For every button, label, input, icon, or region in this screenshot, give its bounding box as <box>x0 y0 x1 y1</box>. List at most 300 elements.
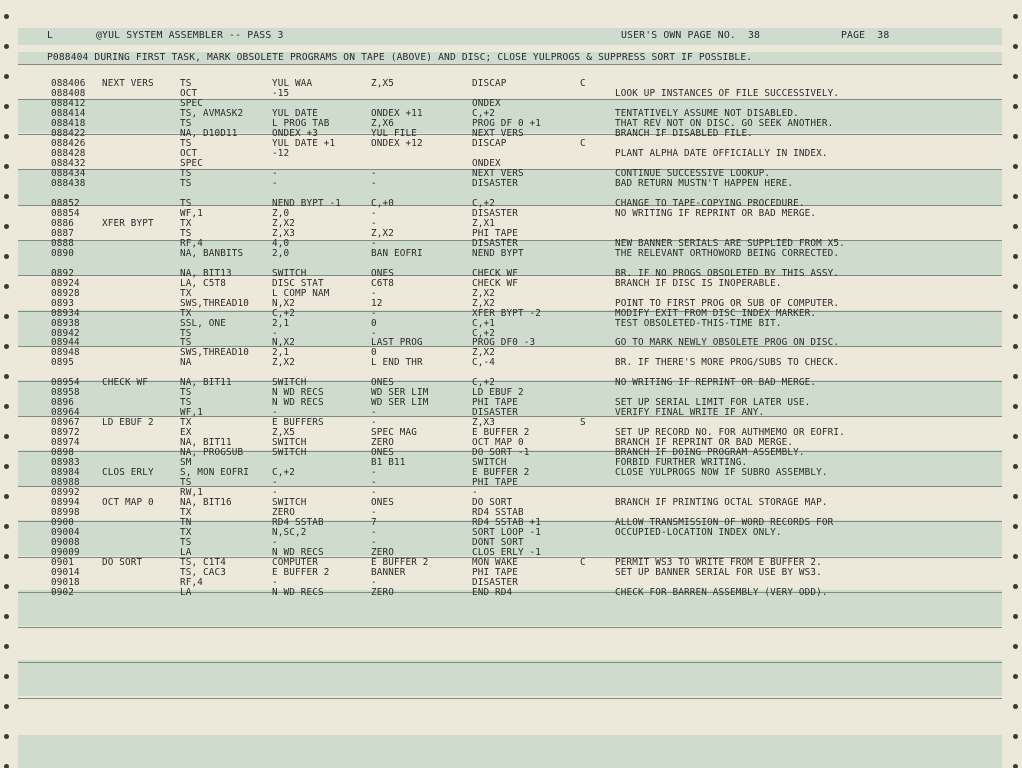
row-address-2: WD SER LIM <box>371 397 429 409</box>
row-location: 08942 <box>51 327 80 339</box>
row-address-3: C,+2 <box>472 107 495 119</box>
row-opcode: TS <box>180 177 192 189</box>
row-address-1: SWITCH <box>272 497 307 509</box>
row-address-3: CHECK WF <box>472 277 518 289</box>
row-address-2: YUL FILE <box>371 127 417 139</box>
row-address-3: MON WAKE <box>472 557 518 569</box>
header-left-mark: L <box>47 30 54 41</box>
row-address-2: E BUFFER 2 <box>371 557 429 569</box>
row-address-1: Z,X2 <box>272 217 295 229</box>
greenbar-band <box>18 660 1002 696</box>
row-opcode: RW,1 <box>180 487 203 499</box>
row-label: OCT MAP 0 <box>102 497 154 509</box>
row-address-1: YUL WAA <box>272 78 313 89</box>
row-flag: C <box>580 78 586 89</box>
feed-hole <box>1013 104 1018 109</box>
row-address-2: BAN EOFRI <box>371 247 423 259</box>
row-label: CHECK WF <box>102 377 148 389</box>
row-opcode: NA <box>180 357 192 369</box>
row-address-2: B1 B11 <box>371 457 406 469</box>
feed-hole <box>1013 14 1018 19</box>
feed-hole <box>4 524 9 529</box>
row-opcode: TS <box>180 397 192 409</box>
row-address-3: SORT LOOP -1 <box>472 527 541 539</box>
row-address-3: NEXT VERS <box>472 127 524 139</box>
feed-hole <box>1013 134 1018 139</box>
row-opcode: TS <box>180 327 192 339</box>
row-location: 0902 <box>51 586 74 598</box>
row-opcode: LA <box>180 547 192 559</box>
row-address-2: ZERO <box>371 547 394 559</box>
row-comment: SET UP RECORD NO. FOR AUTHMEMO OR EOFRI. <box>615 427 845 439</box>
row-location: 08954 <box>51 377 80 389</box>
row-address-2: - <box>371 477 377 489</box>
row-address-1: - <box>272 327 278 339</box>
row-label: DO SORT <box>102 557 143 569</box>
row-location: 088428 <box>51 147 86 159</box>
feed-hole <box>4 404 9 409</box>
feed-hole <box>4 614 9 619</box>
row-address-1: - <box>272 167 278 179</box>
feed-hole <box>1013 314 1018 319</box>
row-comment: OCCUPIED-LOCATION INDEX ONLY. <box>615 527 782 539</box>
row-opcode: RF,4 <box>180 237 203 249</box>
row-address-3: Z,X1 <box>472 217 495 229</box>
feed-hole <box>1013 374 1018 379</box>
row-comment: BRANCH IF DISC IS INOPERABLE. <box>615 277 782 289</box>
row-comment: MODIFY EXIT FROM DISC INDEX MARKER. <box>615 307 817 319</box>
row-location: 0898 <box>51 447 74 459</box>
feed-hole <box>4 584 9 589</box>
row-comment: CHANGE TO TAPE-COPYING PROCEDURE. <box>615 197 805 209</box>
row-address-2: - <box>371 207 377 219</box>
row-location: 08934 <box>51 307 80 319</box>
row-address-1: E BUFFERS <box>272 417 324 429</box>
row-location: 088418 <box>51 117 86 129</box>
rule-line <box>18 627 1002 628</box>
row-opcode: TS <box>180 197 192 209</box>
row-comment: LOOK UP INSTANCES OF FILE SUCCESSIVELY. <box>615 87 840 99</box>
feed-hole <box>4 284 9 289</box>
row-comment: BR. IF NO PROGS OBSOLETED BY THIS ASSY. <box>615 267 840 279</box>
row-location: 0895 <box>51 357 74 369</box>
row-address-2: - <box>371 467 377 479</box>
row-opcode: TN <box>180 517 192 529</box>
row-location: 08974 <box>51 437 80 449</box>
row-opcode: WF,1 <box>180 407 203 419</box>
row-address-3: Z,X2 <box>472 297 495 309</box>
row-address-2: ONES <box>371 497 394 509</box>
rule-line <box>18 205 1002 206</box>
row-opcode: TS <box>180 167 192 179</box>
feed-hole <box>1013 404 1018 409</box>
row-address-2: - <box>371 287 377 299</box>
row-address-2: C6T8 <box>371 277 394 289</box>
row-opcode: WF,1 <box>180 207 203 219</box>
feed-hole <box>4 734 9 739</box>
row-address-1: N,X2 <box>272 337 295 349</box>
row-location: 09008 <box>51 537 80 549</box>
row-address-2: 7 <box>371 517 377 529</box>
row-address-1: SWITCH <box>272 267 307 279</box>
row-address-2: SPEC MAG <box>371 427 417 439</box>
row-address-1: C,+2 <box>272 307 295 319</box>
feed-hole <box>4 464 9 469</box>
task-description-line: P088404 DURING FIRST TASK, MARK OBSOLETE PROGRAMS ON TAPE (ABOVE) AND DISC; CLOSE YULPROGS & SUPPRESS SORT IF POSSIBLE. <box>47 52 753 63</box>
row-address-2: LAST PROG <box>371 337 423 349</box>
row-address-1: N,SC,2 <box>272 527 307 539</box>
row-address-3: PROG DF0 -3 <box>472 337 536 349</box>
feed-hole <box>4 104 9 109</box>
row-opcode: NA, BIT11 <box>180 377 232 389</box>
row-location: 088434 <box>51 167 86 179</box>
row-address-1: SWITCH <box>272 377 307 389</box>
row-location: 08994 <box>51 497 80 509</box>
row-comment: VERIFY FINAL WRITE IF ANY. <box>615 407 765 419</box>
row-opcode: NA, BIT11 <box>180 437 232 449</box>
row-address-1: - <box>272 487 278 499</box>
row-address-2: - <box>371 167 377 179</box>
feed-hole <box>1013 254 1018 259</box>
row-address-1: 2,0 <box>272 247 290 259</box>
feed-hole <box>4 164 9 169</box>
feed-hole <box>4 374 9 379</box>
feed-hole <box>4 314 9 319</box>
row-address-2: ONES <box>371 377 394 389</box>
feed-hole <box>1013 524 1018 529</box>
row-comment: BRANCH IF DISABLED FILE. <box>615 127 753 139</box>
row-address-1: NEND BYPT -1 <box>272 197 341 209</box>
feed-hole <box>1013 614 1018 619</box>
feed-hole <box>4 194 9 199</box>
row-address-3: C,+2 <box>472 377 495 389</box>
row-location: 0886 <box>51 217 74 229</box>
rule-line <box>18 99 1002 100</box>
row-comment: TEST OBSOLETED-THIS-TIME BIT. <box>615 317 782 329</box>
row-address-2: ONES <box>371 267 394 279</box>
row-address-3: - <box>472 487 478 499</box>
feed-hole <box>4 644 9 649</box>
row-address-2: - <box>371 407 377 419</box>
row-location: 0893 <box>51 297 74 309</box>
row-opcode: TS <box>180 337 192 349</box>
row-address-3: CLOS ERLY -1 <box>472 547 541 559</box>
row-address-2: - <box>371 417 377 429</box>
row-address-2: - <box>371 217 377 229</box>
row-opcode: OCT <box>180 87 198 99</box>
row-address-2: ZERO <box>371 437 394 449</box>
row-opcode: TS, C1T4 <box>180 557 226 569</box>
row-address-3: RD4 SSTAB <box>472 507 524 519</box>
row-address-2: BANNER <box>371 567 406 579</box>
greenbar-band <box>18 735 1002 768</box>
row-comment: NO WRITING IF REPRINT OR BAD MERGE. <box>615 377 817 389</box>
row-comment: NO WRITING IF REPRINT OR BAD MERGE. <box>615 207 817 219</box>
row-address-1: N WD RECS <box>272 387 324 399</box>
feed-hole <box>4 764 9 768</box>
row-address-3: NEXT VERS <box>472 167 524 179</box>
row-location: 08983 <box>51 457 80 469</box>
rule-line <box>18 662 1002 663</box>
row-address-1: Z,X5 <box>272 427 295 439</box>
row-location: 0900 <box>51 517 74 529</box>
row-opcode: TS <box>180 387 192 399</box>
row-opcode: LA <box>180 586 192 598</box>
row-opcode: TX <box>180 217 192 229</box>
row-location: 0892 <box>51 267 74 279</box>
row-address-1: - <box>272 477 278 489</box>
row-label: NEXT VERS <box>102 78 154 89</box>
row-label: CLOS ERLY <box>102 467 154 479</box>
rule-line <box>18 64 1002 65</box>
header-page-number: PAGE 38 <box>841 30 890 41</box>
row-location: 08958 <box>51 387 80 399</box>
row-address-1: 2,1 <box>272 347 290 359</box>
feed-hole <box>1013 734 1018 739</box>
row-address-1: DISC STAT <box>272 277 324 289</box>
row-address-3: DO SORT -1 <box>472 447 530 459</box>
row-comment: SET UP SERIAL LIMIT FOR LATER USE. <box>615 397 811 409</box>
row-location: 0888 <box>51 237 74 249</box>
row-address-1: N WD RECS <box>272 547 324 559</box>
row-address-1: SWITCH <box>272 447 307 459</box>
row-address-1: Z,0 <box>272 207 290 219</box>
row-address-3: C,+2 <box>472 197 495 209</box>
row-opcode: SSL, ONE <box>180 317 226 329</box>
row-comment: POINT TO FIRST PROG OR SUB OF COMPUTER. <box>615 297 840 309</box>
row-address-3: ONDEX <box>472 157 501 169</box>
row-location: 0890 <box>51 247 74 259</box>
feed-hole <box>4 344 9 349</box>
row-address-3: PHI TAPE <box>472 567 518 579</box>
row-opcode: TS <box>180 137 192 149</box>
feed-hole <box>1013 284 1018 289</box>
row-location: 08964 <box>51 407 80 419</box>
row-location: 088406 <box>51 78 86 89</box>
row-comment: BRANCH IF PRINTING OCTAL STORAGE MAP. <box>615 497 828 509</box>
feed-hole <box>1013 434 1018 439</box>
row-opcode: TX <box>180 527 192 539</box>
row-address-1: -12 <box>272 147 290 159</box>
row-address-3: C,-4 <box>472 357 495 369</box>
row-address-2: ONDEX +11 <box>371 107 423 119</box>
row-location: 088432 <box>51 157 86 169</box>
row-location: 08988 <box>51 477 80 489</box>
row-label: XFER BYPT <box>102 217 154 229</box>
row-flag: S <box>580 417 586 429</box>
row-opcode: SM <box>180 457 192 469</box>
row-opcode: TS <box>180 227 192 239</box>
row-opcode: NA, BIT16 <box>180 497 232 509</box>
header-user-page: USER'S OWN PAGE NO. 38 <box>621 30 761 41</box>
row-location: 08854 <box>51 207 80 219</box>
feed-hole <box>4 674 9 679</box>
row-address-1: - <box>272 407 278 419</box>
rule-line <box>18 698 1002 699</box>
row-address-3: DISCAP <box>472 78 507 89</box>
row-location: 08852 <box>51 197 80 209</box>
feed-hole <box>4 224 9 229</box>
row-address-3: Z,X3 <box>472 417 495 429</box>
row-comment: SET UP BANNER SERIAL FOR USE BY WS3. <box>615 567 822 579</box>
row-address-1: ONDEX +3 <box>272 127 318 139</box>
row-address-1: C,+2 <box>272 467 295 479</box>
row-location: 09014 <box>51 567 80 579</box>
row-location: 088408 <box>51 87 86 99</box>
row-address-1: - <box>272 577 278 588</box>
row-location: 09018 <box>51 577 80 588</box>
row-address-1: Z,X3 <box>272 227 295 239</box>
row-opcode: NA, PROGSUB <box>180 447 244 459</box>
row-opcode: NA, BIT13 <box>180 267 232 279</box>
feed-hole <box>1013 164 1018 169</box>
row-opcode: NA, D10D11 <box>180 127 238 139</box>
row-address-3: ONDEX <box>472 97 501 109</box>
row-opcode: RF,4 <box>180 577 203 588</box>
row-address-3: DISASTER <box>472 577 518 588</box>
row-address-3: E BUFFER 2 <box>472 467 530 479</box>
feed-hole <box>1013 344 1018 349</box>
row-address-1: 2,1 <box>272 317 290 329</box>
row-address-3: END RD4 <box>472 586 513 598</box>
row-address-2: - <box>371 537 377 549</box>
row-address-3: DISASTER <box>472 177 518 189</box>
feed-hole <box>1013 464 1018 469</box>
row-address-3: DISASTER <box>472 237 518 249</box>
rule-line <box>18 381 1002 382</box>
row-address-3: PHI TAPE <box>472 477 518 489</box>
row-location: 088412 <box>51 97 86 109</box>
row-location: 08984 <box>51 467 80 479</box>
row-location: 09004 <box>51 527 80 539</box>
row-location: 0887 <box>51 227 74 239</box>
row-opcode: TS <box>180 477 192 489</box>
row-address-2: WD SER LIM <box>371 387 429 399</box>
row-address-3: PHI TAPE <box>472 227 518 239</box>
row-location: 08992 <box>51 487 80 499</box>
feed-hole <box>4 14 9 19</box>
row-address-3: C,+1 <box>472 317 495 329</box>
row-address-3: CHECK WF <box>472 267 518 279</box>
row-address-3: XFER BYPT -2 <box>472 307 541 319</box>
row-opcode: NA, BANBITS <box>180 247 244 259</box>
row-opcode: SPEC <box>180 157 203 169</box>
row-address-1: COMPUTER <box>272 557 318 569</box>
row-comment: BR. IF THERE'S MORE PROG/SUBS TO CHECK. <box>615 357 840 369</box>
row-address-1: ZERO <box>272 507 295 519</box>
row-opcode: LA, C5T8 <box>180 277 226 289</box>
row-address-2: ONES <box>371 447 394 459</box>
row-address-2: - <box>371 527 377 539</box>
feed-hole <box>4 74 9 79</box>
row-address-3: DISASTER <box>472 207 518 219</box>
row-opcode: SPEC <box>180 97 203 109</box>
row-address-2: ZERO <box>371 586 394 598</box>
row-comment: ALLOW TRANSMISSION OF WORD RECORDS FOR <box>615 517 834 529</box>
row-address-1: L PROG TAB <box>272 117 330 129</box>
row-address-3: SWITCH <box>472 457 507 469</box>
row-address-2: - <box>371 327 377 339</box>
feed-hole <box>4 554 9 559</box>
row-address-3: DONT SORT <box>472 537 524 549</box>
row-address-2: Z,X2 <box>371 227 394 239</box>
row-address-3: DO SORT <box>472 497 513 509</box>
row-address-1: YUL DATE +1 <box>272 137 336 149</box>
row-comment: TENTATIVELY ASSUME NOT DISABLED. <box>615 107 799 119</box>
row-comment: THAT REV NOT ON DISC. GO SEEK ANOTHER. <box>615 117 834 129</box>
row-address-1: Z,X2 <box>272 357 295 369</box>
row-address-3: Z,X2 <box>472 347 495 359</box>
row-address-1: -15 <box>272 87 290 99</box>
feed-hole <box>4 134 9 139</box>
row-address-2: Z,X6 <box>371 117 394 129</box>
row-address-3: NEND BYPT <box>472 247 524 259</box>
row-opcode: TX <box>180 307 192 319</box>
row-opcode: SWS,THREAD10 <box>180 347 249 359</box>
row-address-1: - <box>272 177 278 189</box>
row-location: 08944 <box>51 337 80 349</box>
row-address-2: 0 <box>371 347 377 359</box>
feed-hole <box>1013 224 1018 229</box>
row-address-2: Z,X5 <box>371 78 394 89</box>
feed-hole <box>4 44 9 49</box>
row-address-3: PHI TAPE <box>472 397 518 409</box>
feed-hole <box>1013 44 1018 49</box>
row-location: 0901 <box>51 557 74 569</box>
row-address-2: L END THR <box>371 357 423 369</box>
row-opcode: TS <box>180 117 192 129</box>
row-flag: C <box>580 137 586 149</box>
row-address-2: - <box>371 577 377 588</box>
row-comment: GO TO MARK NEWLY OBSOLETE PROG ON DISC. <box>615 337 840 349</box>
row-address-1: RD4 SSTAB <box>272 517 324 529</box>
row-opcode: TS <box>180 78 192 89</box>
row-address-3: Z,X2 <box>472 287 495 299</box>
row-location: 08924 <box>51 277 80 289</box>
row-location: 0896 <box>51 397 74 409</box>
row-location: 08938 <box>51 317 80 329</box>
row-address-2: 12 <box>371 297 383 309</box>
row-location: 08972 <box>51 427 80 439</box>
feed-hole <box>1013 674 1018 679</box>
row-location: 088426 <box>51 137 86 149</box>
row-location: 08928 <box>51 287 80 299</box>
row-address-1: SWITCH <box>272 437 307 449</box>
row-comment: CONTINUE SUCCESSIVE LOOKUP. <box>615 167 771 179</box>
row-opcode: TX <box>180 417 192 429</box>
row-comment: NEW BANNER SERIALS ARE SUPPLIED FROM X5. <box>615 237 845 249</box>
row-location: 088414 <box>51 107 86 119</box>
row-address-1: 4,0 <box>272 237 290 249</box>
row-address-1: YUL DATE <box>272 107 318 119</box>
row-address-1: N,X2 <box>272 297 295 309</box>
feed-hole <box>1013 644 1018 649</box>
row-opcode: OCT <box>180 147 198 159</box>
row-address-2: - <box>371 487 377 499</box>
feed-hole <box>4 254 9 259</box>
row-address-1: L COMP NAM <box>272 287 330 299</box>
feed-hole <box>1013 704 1018 709</box>
row-address-3: DISASTER <box>472 407 518 419</box>
row-address-1: - <box>272 537 278 549</box>
row-address-3: OCT MAP 0 <box>472 437 524 449</box>
feed-hole <box>1013 584 1018 589</box>
row-comment: PERMIT WS3 TO WRITE FROM E BUFFER 2. <box>615 557 822 569</box>
row-opcode: EX <box>180 427 192 439</box>
row-flag: C <box>580 557 586 569</box>
feed-hole <box>4 494 9 499</box>
row-address-3: DISCAP <box>472 137 507 149</box>
